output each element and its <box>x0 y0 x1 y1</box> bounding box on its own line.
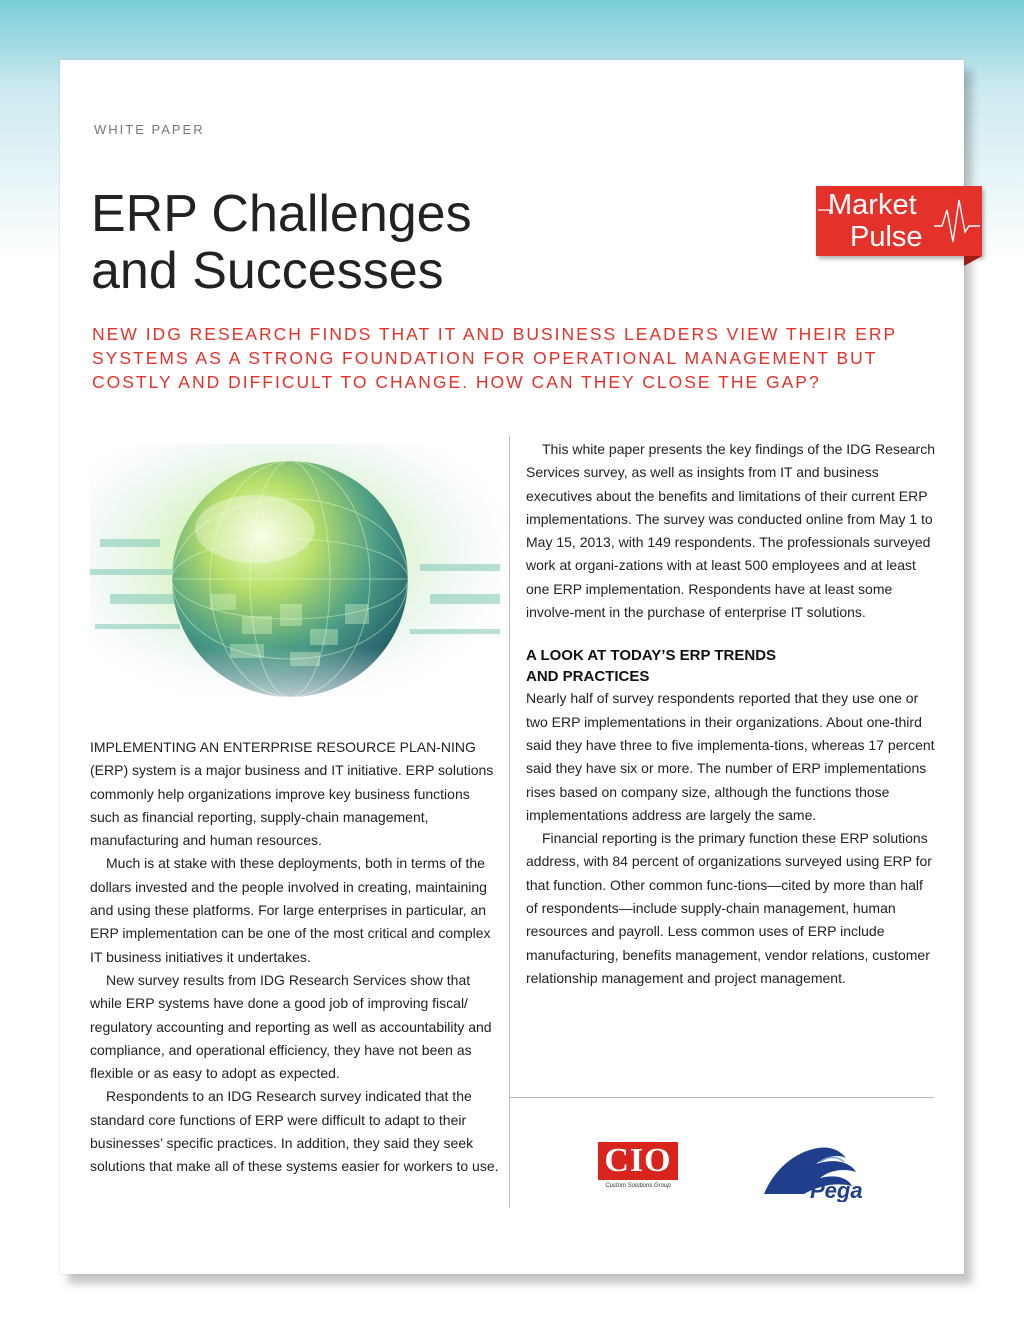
right-paragraph-2: Nearly half of survey respondents reported that they use one or two ERP implementations in their organizations. About one-third said they have three to five implementa-tions, whereas 17 percent said they have six or more. The number of ERP implementations rises based on company size, although the functions those implementations address are largely the same. <box>526 690 935 823</box>
footer-divider <box>510 1097 934 1098</box>
badge-line-market: Market <box>828 189 917 221</box>
left-paragraph-1: IMPLEMENTING AN ENTERPRISE RESOURCE PLAN-NING (ERP) system is a major business and IT initiative. ERP solutions commonly help organizations improve key business functions such as financial reporting, supply-chain management, manufacturing and human resources. <box>90 739 494 849</box>
left-paragraph-2: Much is at stake with these deployments, both in terms of the dollars invested and the people involved in creating, maintaining and using these platforms. For large enterprises in particular, an ERP implementation can be one of the most critical and complex IT business initiatives it undertakes. <box>90 855 491 965</box>
digital-globe-illustration <box>90 444 510 714</box>
badge-fold <box>964 256 982 266</box>
white-paper-page <box>60 60 964 1274</box>
column-divider <box>509 436 510 1208</box>
pega-logo <box>760 1142 878 1202</box>
section-heading <box>526 645 936 687</box>
badge-line-pulse: Pulse <box>850 221 923 253</box>
pega-logo-text: Pega <box>810 1178 863 1202</box>
title-line-2: and Successes <box>91 242 444 300</box>
title-line-1: ERP Challenges <box>91 185 472 243</box>
page-title <box>91 186 472 300</box>
deck-subtitle: NEW IDG RESEARCH FINDS THAT IT AND BUSINESS LEADERS VIEW THEIR ERP SYSTEMS AS A STRONG FOUNDATION FOR OPERATIONAL MANAGEMENT BUT COSTLY AND DIFFICULT TO CHANGE. HOW CAN THEY CLOSE THE GAP? <box>92 324 897 392</box>
left-column <box>90 736 502 1179</box>
right-column <box>526 438 936 990</box>
cio-logo <box>598 1142 678 1194</box>
document-type-label: WHITE PAPER <box>94 122 205 137</box>
cio-logo-text: CIO <box>598 1142 678 1180</box>
market-pulse-badge <box>816 186 982 256</box>
left-paragraph-4: Respondents to an IDG Research survey indicated that the standard core functions of ERP were difficult to adapt to their businesses’ specific practices. In addition, they said they seek solutions that make all of these systems easier for workers to use. <box>90 1088 499 1175</box>
right-paragraph-1: This white paper presents the key findings of the IDG Research Services survey, as well as insights from IT and business executives about the benefits and limitations of their current ERP implementations. The survey was conducted online from May 1 to May 15, 2013, with 149 respondents. The professionals surveyed work at organi-zations with at least 500 employees and at least one ERP implementation. Respondents have at least some involve-ment in the purchase of enterprise IT solutions. <box>526 441 935 621</box>
section-heading-line-2: AND PRACTICES <box>526 668 650 686</box>
right-paragraph-3: Financial reporting is the primary function these ERP solutions address, with 84 percent of organizations surveyed using ERP for that function. Other common func-tions—cited by more than half of respondents—include supply-chain management, human resources and payroll. Less common uses of ERP include manufacturing, benefits management, vendor relations, customer relationship management and project management. <box>526 830 932 986</box>
section-heading-line-1: A LOOK AT TODAY’S ERP TRENDS <box>526 647 777 665</box>
cio-logo-subtitle: Custom Solutions Group <box>605 1183 671 1189</box>
left-paragraph-3: New survey results from IDG Research Services show that while ERP systems have done a good job of improving fiscal/ regulatory accounting and reporting as well as accountability and compliance, and operational efficiency, they have not been as flexible or as easy to adopt as expected. <box>90 971 492 1082</box>
